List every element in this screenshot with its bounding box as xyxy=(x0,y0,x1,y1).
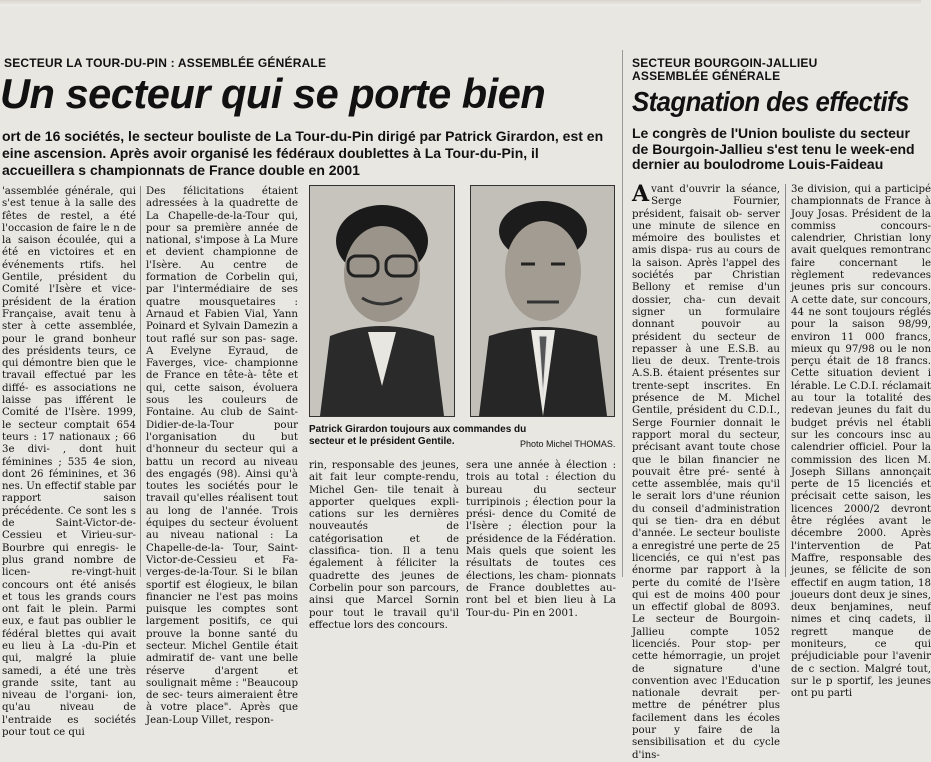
left-column-3 xyxy=(309,460,459,631)
right-headline: Stagnation des effectifs xyxy=(632,86,909,117)
page-top-edge xyxy=(0,0,921,6)
right-kicker-line1: SECTEUR BOURGOIN-JALLIEU xyxy=(632,56,818,70)
right-column-2-text: 3e division, qui a participé championnats de France à Jouy Josas. Président de la commiss concours-calendrier, Christian lony avait quelques remontranc faire concernant le règlement redevances jeunes pris sur concours. A cette date, sur concours, 44 ne sont toujours réglés pour la saison 98/99, environ 11 000 francs, mieux qu 97/98 ou le non perçu était de 18 francs. Cette situation devient i lérable. Le C.D.I. réclamait au tour la totalité des redevan jeunes du fait du budget prévis nel établi sur les concours insc au calendrier officiel. Pour la commission des licen M. Joseph Sillans annonçait perte de 15 licenciés et précisait cette saison, les licences 2000/2 devront être réglées avant le décembre 2000. Après l'intervention de Pat Maffre, responsable des jeunes, se félicite de son effectif en augm tation, 18 joueurs dont deux je sines, deux benjamines, neuf nimes et cinq cadets, il regrett manque de moniteurs, ce qui préjudiciable pour l'avenir de c section. Malgré tout, sur le p sportif, les jeunes ont pu parti xyxy=(791,184,931,700)
article-divider xyxy=(622,50,623,577)
right-column-1 xyxy=(632,181,780,761)
photo-credit: Photo Michel THOMAS. xyxy=(520,439,616,449)
right-chapo: Le congrès de l'Union bouliste du secteur de Bourgoin-Jallieu s'est tenu le week-end dernier au boulodrome Louis-Faideau xyxy=(632,125,915,172)
left-column-2 xyxy=(146,186,298,726)
left-chapo: ort de 16 sociétés, le secteur bouliste de La Tour-du-Pin dirigé par Patrick Girardon, est en eine ascension. Après avoir organisé les fédéraux doublettes à La Tour-du-Pin, il accueillera s championnats de France double en 2001 xyxy=(2,128,604,178)
photo-michel-gentile xyxy=(470,185,615,417)
portrait-illustration xyxy=(471,186,614,416)
photo-patrick-girardon xyxy=(309,185,455,417)
left-headline: Un secteur qui se porte bien xyxy=(0,70,546,117)
left-column-3-text: rin, responsable des jeunes, ait fait leur compte-rendu, Michel Gen- tile tenait à apporter quelques expli- cations sur les dernières nouveautés de catégorisation et de classifica- tion. Il a tenu également à féliciter la quadrette des jeunes de Corbelin pour son parcours, ainsi que Marcel Sornin pour tout le travail qu'il effectue lors des concours. xyxy=(309,460,459,631)
left-column-4-text: sera une année à élection : trois au total : élection du bureau du secteur turripinois ; élection pour la prési- dence du Comité de l'Isère ; élection pour la présidence de la Fédération. Mais quels que soient les résultats de toutes ces élections, les cham- pionnats de France doublettes au- ront bel et bien lieu à La Tour-du- Pin en 2001. xyxy=(466,460,616,619)
column-divider xyxy=(785,184,786,577)
drop-cap: A xyxy=(632,181,650,207)
right-column-2 xyxy=(791,184,931,700)
right-column-1-text: vant d'ouvrir la séance, Serge Fournier, président, faisait ob- server une minute de silence en mémoire des boulistes et amis dispa- rus au cours de la saison. Après l'appel des sociétés par Christian Bellony et remise d'un dossier, cha- cun devait signer un formulaire donnant pouvoir au président du secteur de repasser à une E.S.B. au lieu de deux. Trente-trois A.S.B. étaient présentes sur trente-sept inscrites. En présence de M. Michel Gentile, président du C.D.I., Serge Fournier donnait le rapport moral du secteur, précisant avant toute chose que le bilan financier ne pouvait être pré- senté à cette assemblée, mais qu'il le serait lors d'une réunion du conseil d'administration qui se tien- dra en début d'année. Le secteur bouliste a enregistré une perte de 25 licenciés, ce qui n'est pas énorme par rapport à la perte du comité de l'Isère qui est de moins 400 pour un effectif global de 8093. Le secteur de Bourgoin-Jallieu compte 1052 licenciés. Pour stop- per cette hémorragie, un projet de signature d'une convention avec l'Education nationale devrait per- mettre de pénétrer plus facilement dans les écoles pour y faire de la sensibilisation et du cycle d'ins- xyxy=(632,184,780,761)
column-divider xyxy=(140,186,141,577)
left-column-2-text: Des félicitations étaient adressées à la quadrette de La Chapelle-de-la-Tour qui, pour sa première année de national, s'impose à La Mure et devient championne de l'Isère. Au centre de formation de Corbelin qui, par l'intermédiaire de ses quatre mousquetaires : Arnaud et Fabien Vial, Yann Poinard et Sylvain Damezin a tout raflé sur son pas- sage. A Evelyne Eyraud, de Faverges, vice- championne de France en tête-à- tête et qui, cette saison, évoluera sous les couleurs de Fontaine. Au club de Saint-Didier-de-la-Tour pour l'organisation du but d'honneur du secteur qui a battu un record au niveau des engagés (98). Ainsi qu'à toutes les sociétés pour le travail qu'elles réalisent tout au long de l'année. Trois équipes du secteur évoluent au niveau national : La Chapelle-de-la- Tour, Saint-Victor-de-Cessieu et Fa- verges-de-la-Tour. Si le bilan sportif est élogieux, le bilan financier ne l'est pas moins puisque les comptes sont largement positifs, ce qui prouve la bonne santé du secteur. Michel Gentile était admiratif de- vant une belle réserve d'argent et soulignait même : "Beaucoup de sec- teurs aimeraient être à votre place". Après que Jean-Loup Villet, respon- xyxy=(146,186,298,726)
left-column-1 xyxy=(2,186,136,739)
photo-caption: Patrick Girardon toujours aux commandes du secteur et le président Gentile. xyxy=(309,424,527,447)
left-column-4 xyxy=(466,460,616,619)
right-kicker-line2: ASSEMBLÉE GÉNÉRALE xyxy=(632,69,781,83)
left-column-1-text: 'assemblée générale, qui s'est tenue à la salle des fêtes de restel, a été l'occasion de faire le n de la saison écoulée, qui a été en victoires et en événements rtifs. hel Gentile, président du Comité l'Isère et vice-président de la ération Française, avait tenu à ster à cette assemblée, pour le grand bonheur des présidents teurs, ce qui démontre bien que le travail effectué par les diffé- es associations ne laisse pas ifférent le Comité de l'Isère. 1999, le secteur comptait 654 teurs : 17 nationaux ; 66 3e divi- , dont huit féminines ; 535 4e sion, dont 26 féminines, et 36 nes. Un effectif stable par rapport saison précédente. Ce sont les s de Saint-Victor-de-Cessieu et Virieu-sur-Bourbre qui enregis- le plus grand nombre de licen- re-vingt-huit concours ont été anisés et tous les grands cours ont fait le plein. Parmi eux, e faut pas oublier le fédéral blettes qui avait eu lieu à La -du-Pin et qui, malgré la pluie samedi, a été une très grande ssite, tant au niveau de l'organi- ion, qu'au niveau de l'entraide es sociétés pour tout ce qui xyxy=(2,186,136,739)
portrait-illustration xyxy=(310,186,454,416)
left-kicker: SECTEUR LA TOUR-DU-PIN : ASSEMBLÉE GÉNÉRALE xyxy=(4,56,327,70)
